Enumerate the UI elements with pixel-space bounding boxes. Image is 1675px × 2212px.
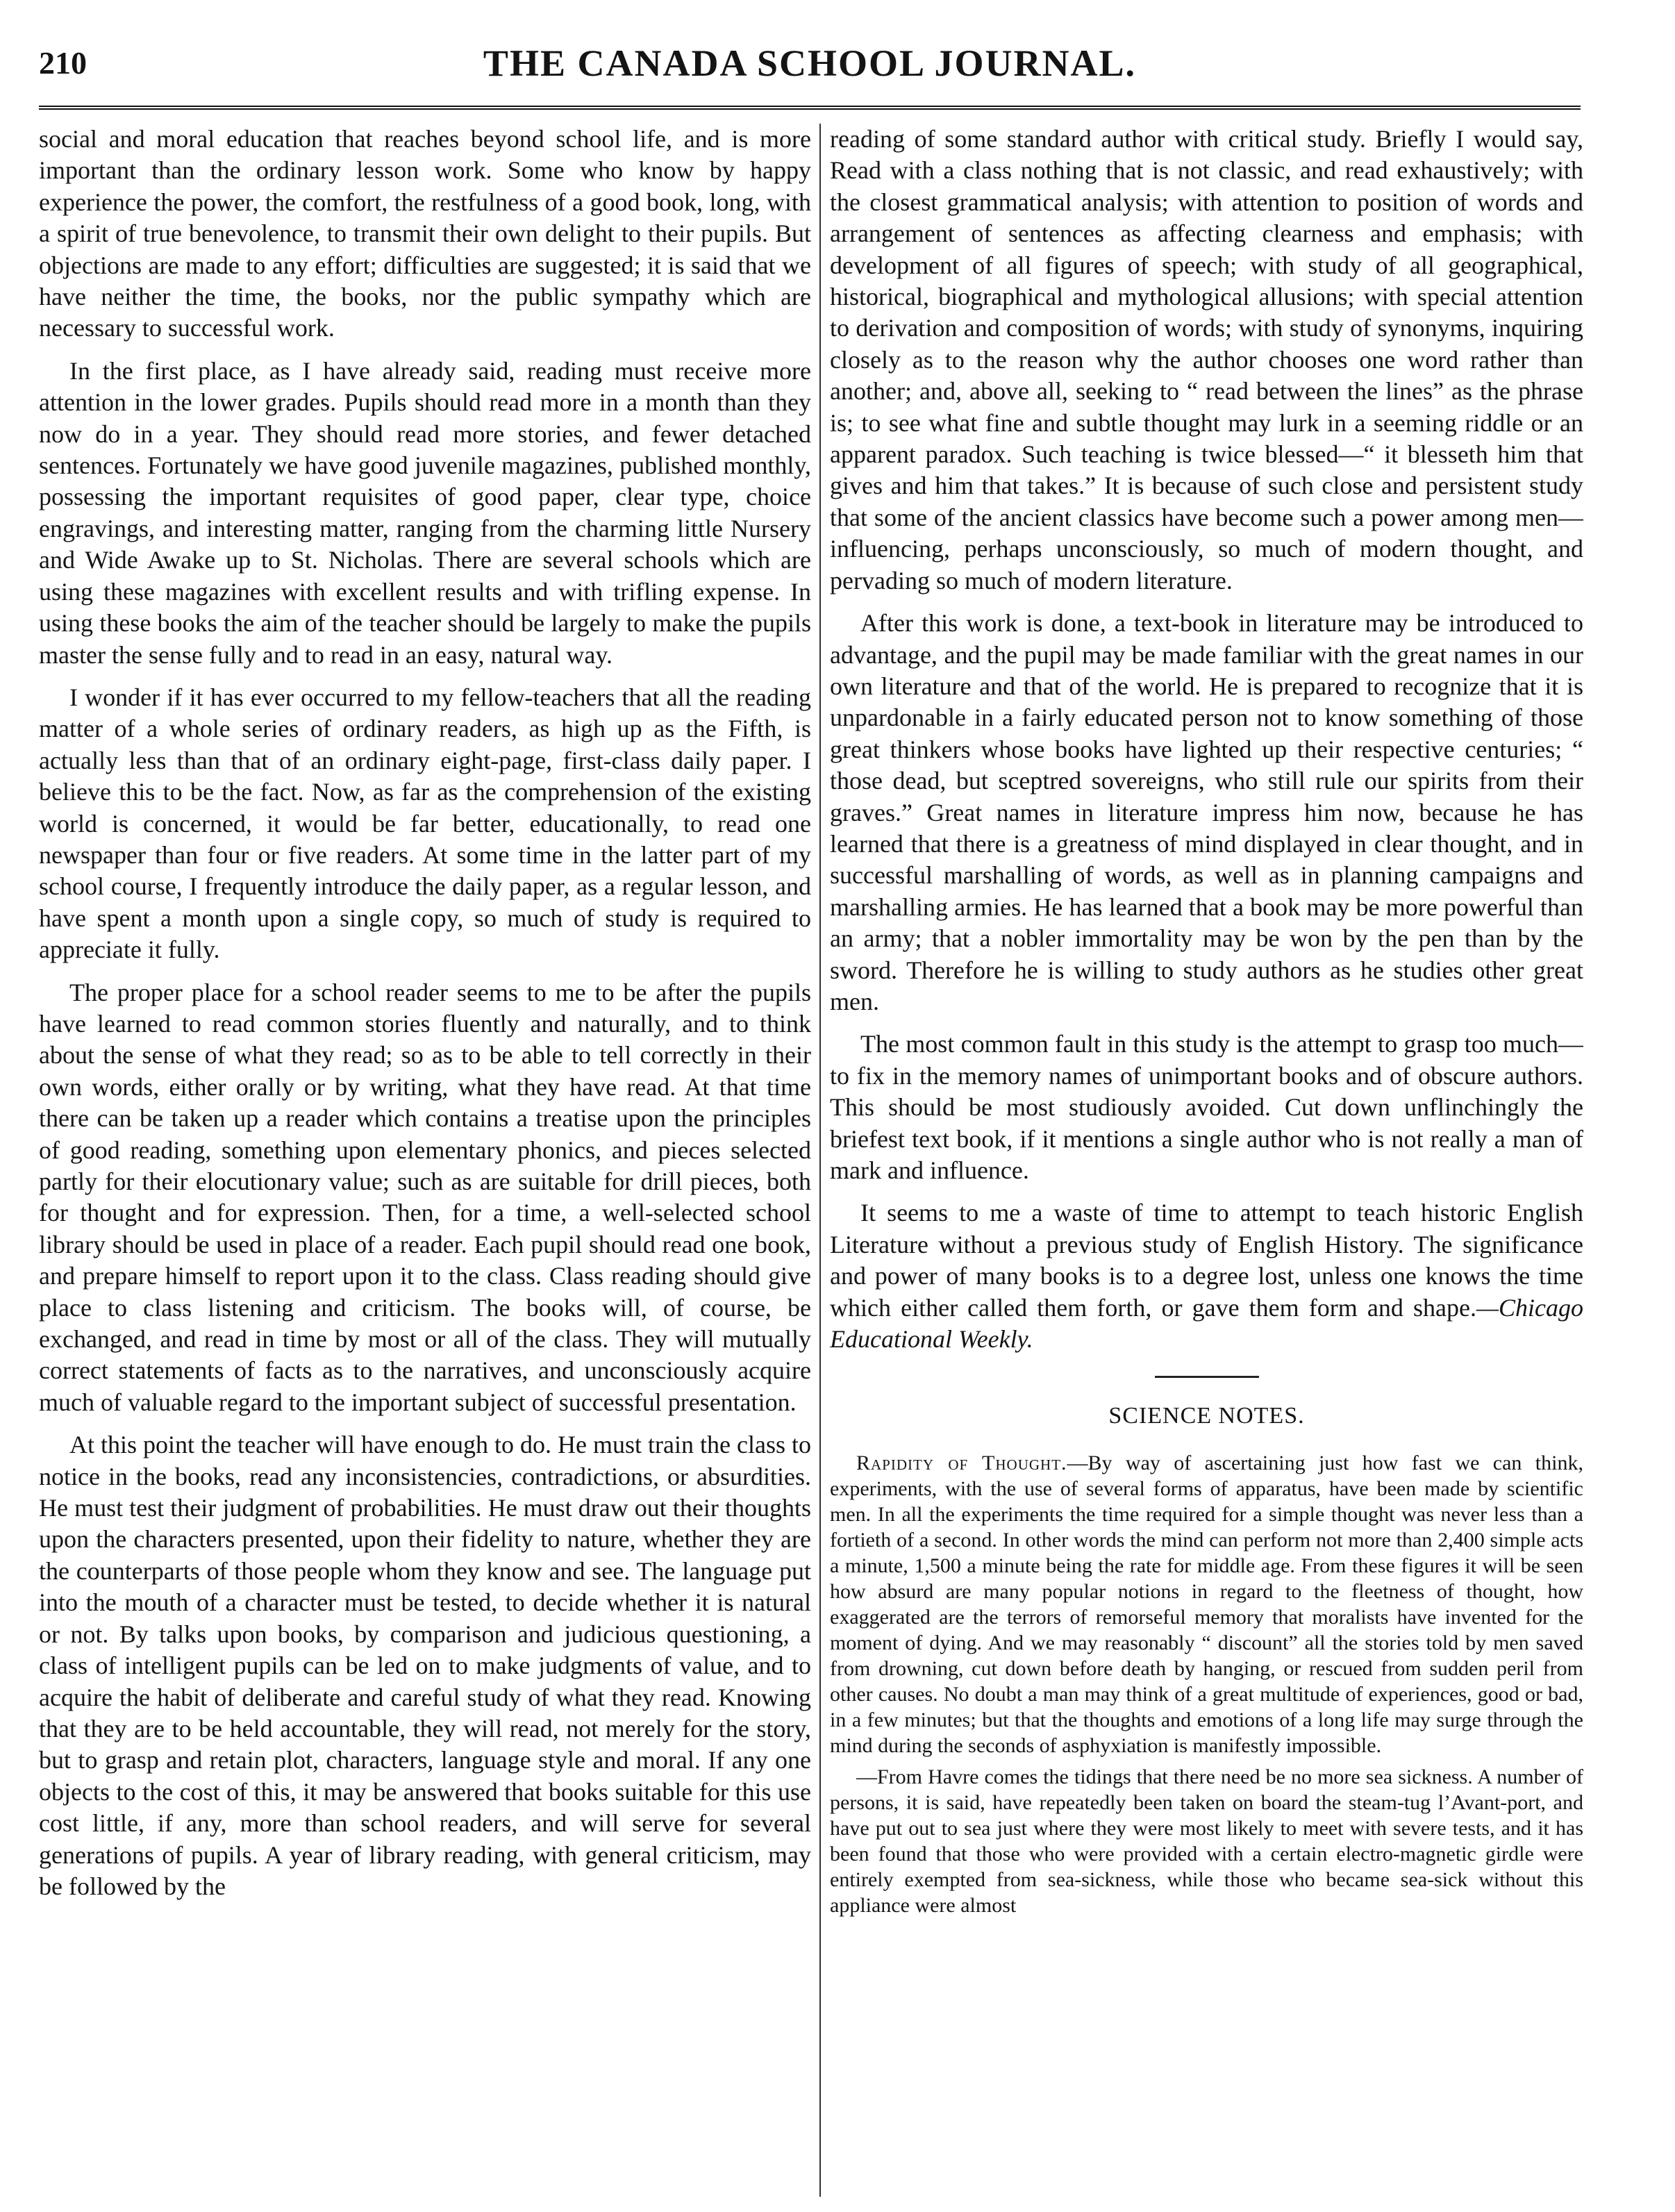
page-header [39,38,1581,93]
section-heading: SCIENCE NOTES. [1108,1403,1305,1429]
paragraph: At this point the teacher will have enough to do. He must train the class to notice in the books, read any inconsistencies, contradictions, or absurdities. He must test their judgment of probabilities. He must draw out their thoughts upon the characters presented, upon their fidelity to nature, whether they are the counterparts of those people whom they know and see. The language put into the mouth of a character must be tested, to decide whether it is natural or not. By talks upon books, by comparison and judicious questioning, a class of intelligent pupils can be led on to make judgments of value, and to acquire the habit of deliberate and careful study of what they read. Knowing that they are to be held accountable, they will read, not merely for the story, but to grasp and retain plot, characters, language style and moral. If any one objects to the cost of this, it may be answered that books suitable for this use cost little, if any, more than school readers, and will serve for several generations of pupils. A year of library reading, with general criticism, may be followed by the [39,1431,811,1900]
section-separator [1155,1376,1259,1378]
page-number: 210 [39,45,87,81]
column-divider [819,124,821,2197]
left-column [39,124,811,2197]
paragraph: The most common fault in this study is the attempt to grasp too much—to fix in the memory names of unimportant books and of obscure authors. This should be most studiously avoided. Cut down unflinchingly the briefest text book, if it mentions a single author who is not really a man of mark and influence. [830,1030,1583,1184]
paragraph [830,1197,1583,1355]
source-credit: —Chicago Educational Weekly. [830,1293,1583,1354]
science-note [830,1450,1583,1758]
paragraph-text: It seems to me a waste of time to attempt to teach historic English Literature without a previous study of English History. The significance and power of many books is to a degree lost, unless one knows the time which either called them forth, or gave them form and shape. [830,1199,1583,1322]
journal-title: THE CANADA SCHOOL JOURNAL. [483,42,1137,84]
paragraph: I wonder if it has ever occurred to my fellow-teachers that all the reading matter of a whole series of ordinary readers, as high up as the Fifth, is actually less than that of an ordinary eight-page, first-class daily paper. I believe this to be the fact. Now, as far as the comprehension of the existing world is concerned, it would be far better, educationally, to read one newspaper than four or five readers. At some time in the latter part of my school course, I frequently introduce the daily paper, as a regular lesson, and have spent a month upon a single copy, so much of study is required to appreciate it fully. [39,683,811,964]
paragraph: The proper place for a school reader seems to me to be after the pupils have learned to read common stories fluently and naturally, and to think about the sense of what they read; so as to be able to tell correctly in their own words, either orally or by writing, what they have read. At that time there can be taken up a reader which contains a treatise upon the principles of good reading, something upon elementary phonics, and pieces selected partly for their elocutionary value; such as are suitable for drill pieces, both for thought and for expression. Then, for a time, a well-selected school library should be used in place of a reader. Each pupil should read one book, and prepare himself to report upon it to the class. Class reading should give place to class listening and criticism. The books will, of course, be exchanged, and read in time by most or all of the class. They will mutually correct statements of facts as to the narratives, and unconsciously acquire much of valuable regard to the important subject of successful presentation. [39,978,811,1416]
paragraph: In the first place, as I have already said, reading must receive more attention in the lower grades. Pupils should read more in a month than they now do in a year. They should read more stories, and fewer detached sentences. Fortunately we have good juvenile magazines, published monthly, possessing the important requisites of good paper, clear type, choice engravings, and interesting matter, ranging from the charming little Nursery and Wide Awake up to St. Nicholas. There are several schools which are using these magazines with excellent results and with trifling expense. In using these books the aim of the teacher should be largely to make the pupils master the sense fully and to read in an easy, natural way. [39,356,811,669]
paragraph: social and moral education that reaches beyond school life, and is more important than the ordinary lesson work. Some who know by happy experience the power, the comfort, the restfulness of a good book, long, with a spirit of true benevolence, to transmit their own delight to their pupils. But objections are made to any effort; difficulties are suggested; it is said that we have neither the time, the books, nor the public sympathy which are necessary to successful work. [39,125,811,342]
header-rule [39,106,1581,110]
note-lead: Rapidity of Thought. [856,1452,1067,1475]
paragraph: After this work is done, a text-book in literature may be introduced to advantage, and the pupil may be made familiar with the great names in our own literature and that of the world. He is prepared to recognize that it is unpardonable in a fairly educated person not to know something of those great thinkers whose books have lighted up their respective centuries; “ those dead, but sceptred sovereigns, who still rule our spirits from their graves.” Great names in literature impress him now, because he has learned that there is a greatness of mind displayed in clear thought, and in successful marshalling of words, as well as in planning campaigns and marshalling armies. He has learned that a book may be more powerful than an army; that a nobler immortality may be won by the pen than by the sword. Therefore he is willing to study authors as he studies other great men. [830,609,1583,1015]
science-note: —From Havre comes the tidings that there need be no more sea sickness. A number of persons, it is said, have repeatedly been taken on board the steam-tug l’Avant-port, and have put out to sea just where they were most likely to meet with severe tests, and it has been found that those who were provided with a certain electro-magnetic girdle were entirely exempted from sea-sickness, while those who became sea-sick without this appliance were almost [830,1765,1583,1918]
note-text: —By way of ascertaining just how fast we can think, experiments, with the use of several forms of apparatus, have been made by scientific men. In all the experiments the time required for a simple thought was never less than a fortieth of a second. In other words the mind can perform not more than 2,400 simple acts a minute, 1,500 a minute being the rate for middle age. From these figures it will be seen how absurd are many popular notions in regard to the fleetness of thought, how exaggerated are the terrors of remorseful memory that moralists have invented for the moment of dying. And we may reasonably “ discount” all the stories told by men saved from drowning, cut down before death by hanging, or rescued from sudden peril from other causes. No doubt a man may think of a great multitude of experiences, good or bad, in a few minutes; but that the thoughts and emotions of a long life may surge through the mind during the seconds of asphyxiation is manifestly impossible. [830,1452,1583,1758]
right-column [830,124,1583,2197]
paragraph: reading of some standard author with critical study. Briefly I would say, Read with a class nothing that is not classic, and read exhaustively; with the closest grammatical analysis; with attention to position of words and arrangement of sentences as affecting clearness and emphasis; with development of all figures of speech; with study of all geographical, historical, biographical and mythological allusions; with special attention to derivation and composition of words; with study of synonyms, inquiring closely as to the reason why the author chooses one word rather than another; and, above all, seeking to “ read between the lines” as the phrase is; to see what fine and subtle thought may lurk in a seeming riddle or an apparent paradox. Such teaching is twice blessed—“ it blesseth him that gives and him that takes.” It is because of such close and persistent study that some of the ancient classics have become such a power among men—influencing, perhaps unconsciously, so much of modern thought, and pervading so much of modern literature. [830,125,1583,594]
